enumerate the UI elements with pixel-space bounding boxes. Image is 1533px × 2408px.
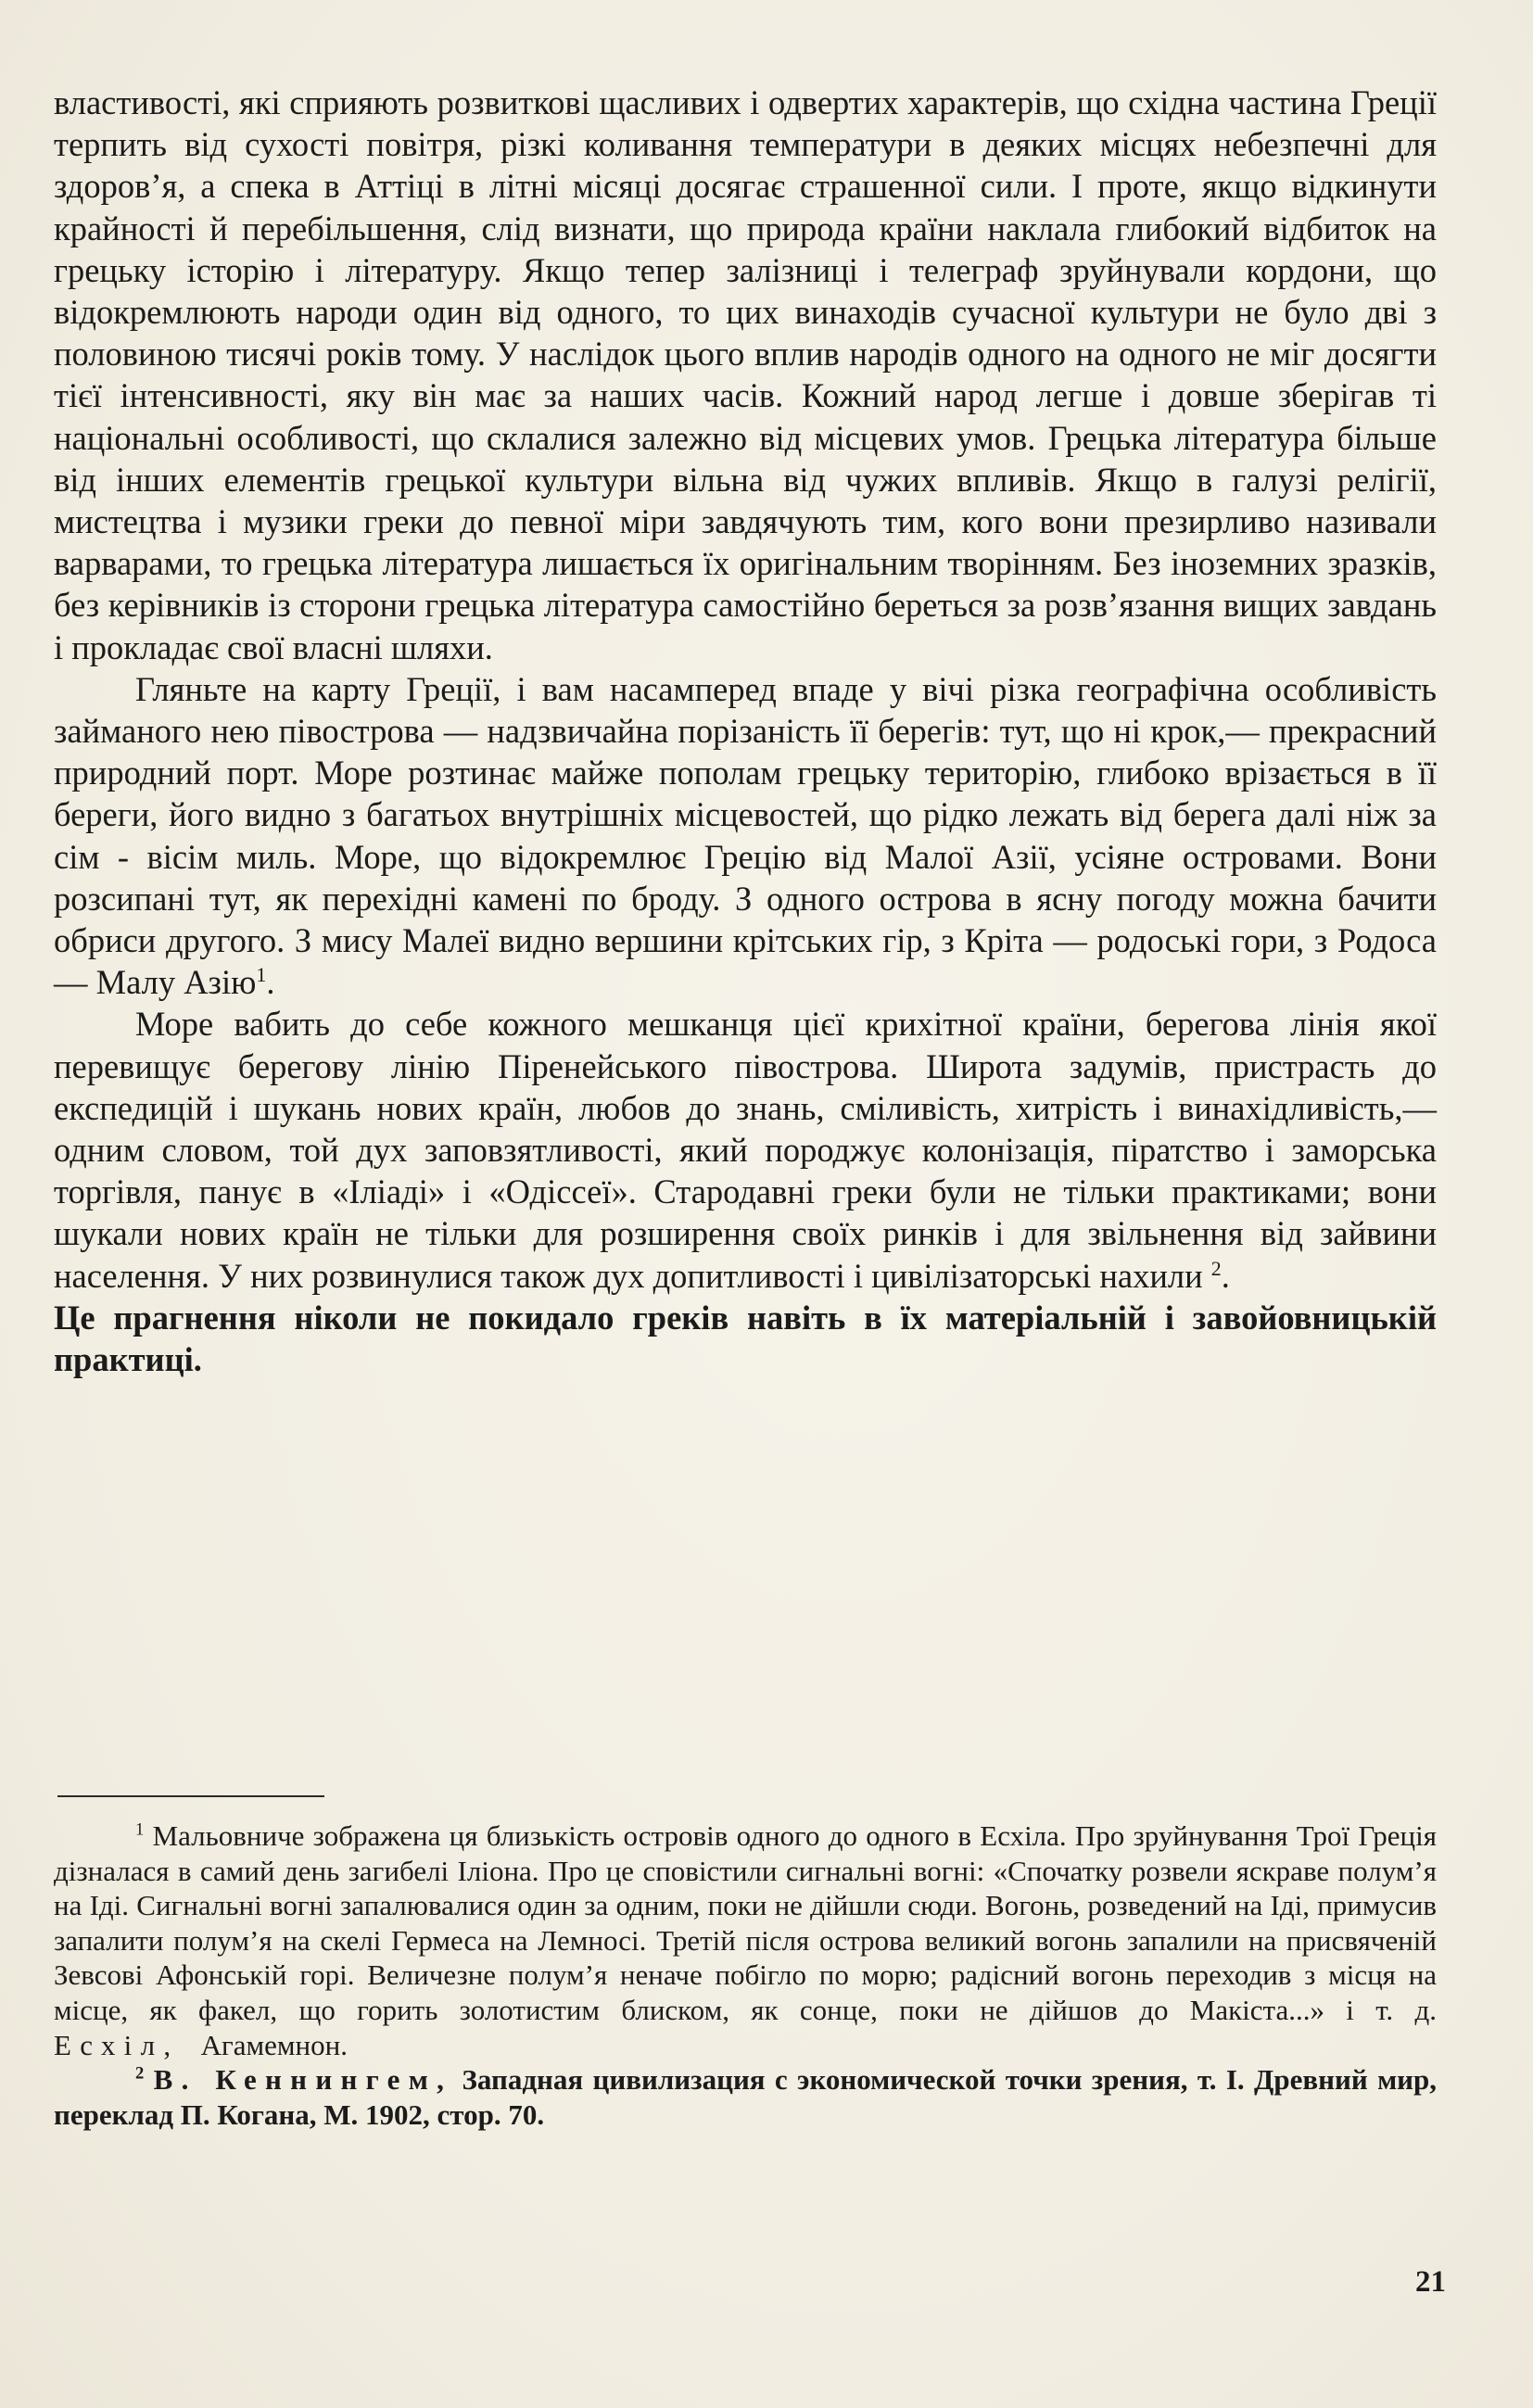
paragraph-4: Це прагнення ніколи не покидало греків навіть в їх матеріальній і завойовницькій практиці. [54, 1298, 1437, 1379]
footnote-1-text: Мальовниче зображена ця близькість островів одного до одного в Есхіла. Про зруйнування Трої Греція дізналася в самий день загибелі Іліона. Про це сповістили сигнальні вогні: «Спочатку розвели яскраве полум’я на Іді. Сигнальні вогні запалювалися один за одним, поки не дійшли сюди. Вогонь, розведений на Іді, примусив запалити полум’я на скелі Гермеса на Лемносі. Третій після острова великий вогонь запалили на присвяченій Зевсові Афонській горі. Величезне полум’я неначе побігло по морю; радісний вогонь переходив з місця на місце, як факел, що горить золотистим блиском, як сонце, поки не дійшов до Макіста...» і т. д. [54, 1819, 1438, 2026]
footnote-1-mark: 1 [135, 1819, 145, 1840]
paragraph-2-text: Гляньте на карту Греції, і вам насамперед впаде у вічі різка географічна особливість займаного нею півострова — надзвичайна порізаність її берегів: тут, що ні крок,— прекрасний природний порт. Море розтинає майже пополам грецьку територію, глибоко врізається в її береги, його видно з багатьох внутрішніх місцевостей, що рідко лежать від берега далі ніж за сім - вісім миль. Море, що відокремлює Грецію від Малої Азії, усіяне островами. Вони розсипані тут, як перехідні камені по броду. З одного острова в ясну погоду можна бачити обриси другого. З мису Малеї видно вершини крітських гір, з Кріта — родоські гори, з Родоса — Малу Азію [54, 669, 1437, 1002]
footnotes [54, 1819, 1437, 2132]
footnote-ref-2: 2 [1210, 1256, 1222, 1280]
footnote-ref-1: 1 [256, 963, 267, 987]
footnote-1 [54, 1819, 1437, 2062]
paragraph-1: властивості, які сприяють розвиткові щасливих і одвертих характерів, що східна частина Греції терпить від сухості повітря, різкі коливання температури в деяких місцях небезпечні для здоров’я, а спека в Аттіці в літні місяці досягає страшенної сили. І проте, якщо відкинути крайності й перебільшення, слід визнати, що природа країни наклала глибокий відбиток на грецьку історію і літературу. Якщо тепер залізниці і телеграф зруйнували кордони, що відокремлюють народи один від одного, то цих винаходів сучасної культури не було дві з половиною тисячі років тому. У наслідок цього вплив народів одного на одного не міг досягти тієї інтенсивності, яку він має за наших часів. Кожний народ легше і довше зберігав ті національні особливості, що склалися залежно від місцевих умов. Грецька література більше від інших елементів грецької культури вільна від чужих впливів. Якщо в галузі релігії, мистецтва і музики греки до певної міри завдячують тим, кого вони презирливо називали варварами, то грецька література лишається їх оригінальним творінням. Без іноземних зразків, без керівників із сторони грецька література самостійно береться за розв’язання вищих завдань і прокладає свої власні шляхи. [54, 83, 1437, 666]
paragraph-3: Море вабить до себе кожного мешканця цієї крихітної країни, берегова лінія якої перевищує берегову лінію Піренейського півострова. Широта задумів, пристрасть до експедицій і шукань нових країн, любов до знань, сміливість, хитрість і винахідливість,— одним словом, той дух заповзятливості, який породжує колонізація, піратство і заморська торгівля, панує в «Іліаді» і «Одіссеї». Стародавні греки були не тільки практиками; вони шукали нових країн не тільки для розширення своїх ринків і для звільнення від зайвини населення. У них розвинулися також дух допитливості і цивілізаторські нахили $^2$. [54, 1005, 1437, 1295]
footnote-2-author: В. Кеннингем, [153, 2063, 453, 2097]
paragraph-2: Гляньте на карту Греції, і вам насамперед впаде у вічі різка географічна особливість займаного нею півострова — надзвичайна порізаність її берегів: тут, що ні крок,— прекрасний природний порт. Море розтинає майже пополам грецьку територію, глибоко врізається в її береги, його видно з багатьох внутрішніх місцевостей, що рідко лежать від берега далі ніж за сім - вісім миль. Море, що відокремлює Грецію від Малої Азії, усіяне островами. Вони розсипані тут, як перехідні камені по броду. З одного острова в ясну погоду можна бачити обриси другого. З мису Малеї видно вершини крітських гір, з Кріта — родоські гори, з Родоса — Малу Азію$^1$. [54, 669, 1437, 1002]
footnote-1-work: Агамемнон. [200, 2028, 348, 2061]
footnote-2-mark: 2 [135, 2063, 145, 2084]
footnote-1-author: Есхіл, [54, 2028, 180, 2061]
footnote-2-text: Западная цивилизация с экономической точки зрения, т. I. Древний мир, переклад П. Когана, М. 1902, стор. 70. [54, 2063, 1438, 2131]
footnote-2 [54, 2062, 1437, 2132]
paragraph-3-text: Море вабить до себе кожного мешканця цієї крихітної країни, берегова лінія якої перевищує берегову лінію Піренейського півострова. Широта задумів, пристрасть до експедицій і шукань нових країн, любов до знань, сміливість, хитрість і винахідливість,— одним словом, той дух заповзятливості, який породжує колонізація, піратство і заморська торгівля, панує в «Іліаді» і «Одіссеї». Стародавні греки були не тільки практиками; вони шукали нових країн не тільки для розширення своїх ринків і для звільнення від зайвини населення. У них розвинулися також дух допитливості і цивілізаторські нахили [54, 1005, 1437, 1295]
footnote-divider [57, 1795, 324, 1797]
main-text [54, 82, 1437, 1380]
page-number: 21 [1415, 2265, 1446, 2299]
